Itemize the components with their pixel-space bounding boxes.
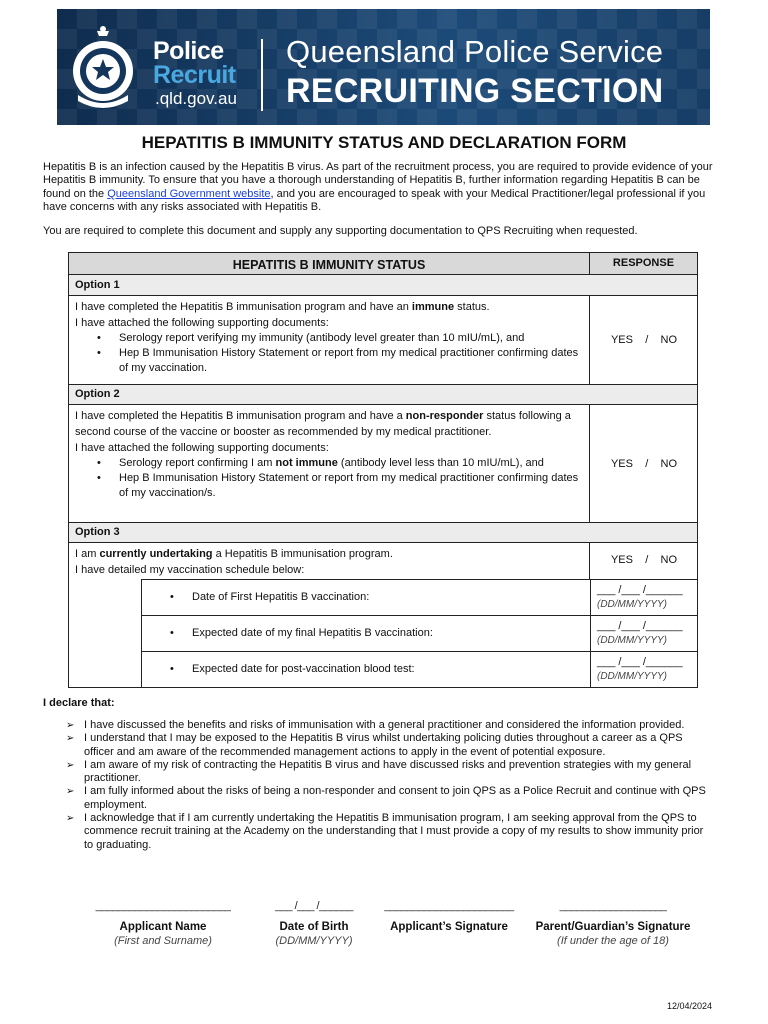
yes-option[interactable]: YES <box>610 458 633 470</box>
date-entry-field[interactable] <box>590 652 698 688</box>
brand-recruit: Recruit <box>153 61 236 89</box>
signature-line: ___ /___ /______ <box>275 900 353 912</box>
signature-line: _______________________ <box>384 900 514 912</box>
signature-caption: Applicant Name <box>119 921 207 933</box>
declaration-heading: I declare that: <box>43 697 115 709</box>
intro-paragraph <box>43 161 723 215</box>
signature-line: ________________________ <box>95 900 231 912</box>
applicant-signature-field[interactable] <box>373 900 525 935</box>
immunity-status-table <box>68 252 698 688</box>
no-option[interactable]: NO <box>660 554 678 566</box>
option-3-label: Option 3 <box>69 523 697 543</box>
queensland-government-link[interactable]: Queensland Government website <box>107 187 271 200</box>
date-format-hint: (DD/MM/YYYY) <box>597 635 667 646</box>
date-row-blood-test <box>141 652 697 688</box>
option-3-line-1: I am currently undertaking a Hepatitis B immunisation program. <box>75 548 393 560</box>
option-2-content <box>69 405 589 504</box>
option-3-content <box>69 543 589 581</box>
intro-text-after: , and you are encouraged to speak with your Medical Practitioner/legal professional if you have concerns with any risks associated with Hepatitis B. <box>43 187 706 214</box>
signature-caption: Applicant’s Signature <box>390 921 508 933</box>
option-1-bullet-2: • Hep B Immunisation History Statement or report from my medical practitioner confirming dates of my vaccination. <box>119 346 583 376</box>
no-option[interactable]: NO <box>660 458 678 470</box>
footer-date: 12/04/2024 <box>666 1001 712 1011</box>
yes-option[interactable]: YES <box>610 554 633 566</box>
arrow-bullet-icon: ➢ <box>66 720 75 731</box>
yes-option[interactable]: YES <box>610 334 633 346</box>
brand-domain: .qld.gov.au <box>155 89 237 108</box>
arrow-bullet-icon: ➢ <box>66 813 75 825</box>
option-2-label: Option 2 <box>69 385 697 405</box>
option-3-line-2: I have detailed my vaccination schedule below: <box>75 564 305 576</box>
option-2-line-2: I have attached the following supporting documents: <box>75 442 329 454</box>
option-1-label: Option 1 <box>69 275 697 296</box>
signature-subcaption: (First and Surname) <box>114 935 212 947</box>
header-banner <box>57 9 710 125</box>
table-header <box>69 253 697 275</box>
date-row-label: • Expected date of my final Hepatitis B vaccination: <box>192 627 433 639</box>
date-row-final-vaccination <box>141 616 697 652</box>
option-2-line-1: I have completed the Hepatitis B immunisation program and have a non-responder status following a second course of the vaccine or booster as recommended by my medical practitioner. <box>75 410 571 438</box>
option-1-bullet-1: • Serology report verifying my immunity (antibody level greater than 10 mIU/mL), and <box>119 331 583 346</box>
declaration-item: ➢ I am aware of my risk of contracting the Hepatitis B virus and have discussed risks and prevention strategies with my general practitioner. <box>66 758 692 785</box>
signature-subcaption: (If under the age of 18) <box>557 935 669 947</box>
declaration-item: ➢ I am fully informed about the risks of being a non-responder and consent to join QPS as a Police Recruit and continue with QPS employment. <box>66 785 706 811</box>
date-row-label: • Date of First Hepatitis B vaccination: <box>192 591 369 603</box>
declaration-item: ➢ I acknowledge that if I am currently undertaking the Hepatitis B immunisation program, I am seeking approval from the QPS to commence recruit training at the Academy on the understanding that I must provide a copy of my results to show immunity prior to graduating. <box>66 812 704 851</box>
intro-text-before: Hepatitis B is an infection caused by the Hepatitis B virus. As part of the recruitment process, you are required to provide evidence of your Hepatitis B immunity. To ensure that you have a thorough understanding of Hepatitis B, further information regarding Hepatitis B can be found on the <box>43 161 713 200</box>
option-1-line-2: I have attached the following supporting documents: <box>75 317 329 329</box>
date-blank: ___ /___ /______ <box>597 656 683 668</box>
guardian-signature-field[interactable] <box>533 900 693 947</box>
qps-crest-icon <box>70 25 136 109</box>
vaccination-schedule <box>141 579 697 687</box>
date-entry-field[interactable] <box>590 616 698 652</box>
form-title: HEPATITIS B IMMUNITY STATUS AND DECLARATION FORM <box>141 133 627 152</box>
option-3-row <box>69 543 697 579</box>
arrow-bullet-icon: ➢ <box>66 733 75 745</box>
date-of-birth-field[interactable] <box>260 900 368 947</box>
date-format-hint: (DD/MM/YYYY) <box>597 599 667 610</box>
option-1-response[interactable]: YES / NO <box>589 296 697 384</box>
signature-caption: Parent/Guardian’s Signature <box>535 921 691 933</box>
signature-subcaption: (DD/MM/YYYY) <box>275 935 353 947</box>
date-row-first-vaccination <box>141 580 697 616</box>
date-blank: ___ /___ /______ <box>597 584 683 596</box>
option-2-response[interactable]: YES / NO <box>589 405 697 522</box>
date-format-hint: (DD/MM/YYYY) <box>597 671 667 682</box>
option-3-response[interactable]: YES / NO <box>589 543 697 579</box>
brand-police: Police <box>153 37 224 65</box>
option-1-row <box>69 296 697 385</box>
signature-caption: Date of Birth <box>279 921 349 933</box>
header-response: RESPONSE <box>589 253 697 274</box>
declaration-list <box>66 719 706 852</box>
arrow-bullet-icon: ➢ <box>66 759 75 771</box>
applicant-name-field[interactable] <box>83 900 243 947</box>
banner-divider <box>261 39 263 111</box>
option-1-line-1: I have completed the Hepatitis B immunisation program and have an immune status. <box>75 301 490 313</box>
section-name: RECRUITING SECTION <box>286 72 664 110</box>
declaration-item: ➢ I have discussed the benefits and risks of immunisation with a general practitioner and considered the information provided. <box>66 719 685 731</box>
option-2-row <box>69 405 697 523</box>
no-option[interactable]: NO <box>660 334 678 346</box>
arrow-bullet-icon: ➢ <box>66 786 75 798</box>
date-row-label: • Expected date for post-vaccination blood test: <box>192 663 415 675</box>
option-2-bullet-2: • Hep B Immunisation History Statement or report from my medical practitioner confirming dates of my vaccination/s. <box>119 471 583 501</box>
date-entry-field[interactable] <box>590 580 698 616</box>
option-2-bullet-1: • Serology report confirming I am not immune (antibody level less than 10 mIU/mL), and <box>119 456 583 471</box>
declaration-item: ➢ I understand that I may be exposed to the Hepatitis B virus whilst undertaking policing duties throughout a career as a QPS officer and am aware of the recommended management actions to apply in the event of potential exposure. <box>66 732 683 758</box>
option-1-content <box>69 296 589 379</box>
header-status: HEPATITIS B IMMUNITY STATUS <box>232 258 426 272</box>
signature-line: ___________________ <box>559 900 667 912</box>
organisation-name: Queensland Police Service <box>286 34 664 69</box>
date-blank: ___ /___ /______ <box>597 620 683 632</box>
intro-paragraph-2: You are required to complete this document and supply any supporting documentation to QPS Recruiting when requested. <box>43 225 638 237</box>
